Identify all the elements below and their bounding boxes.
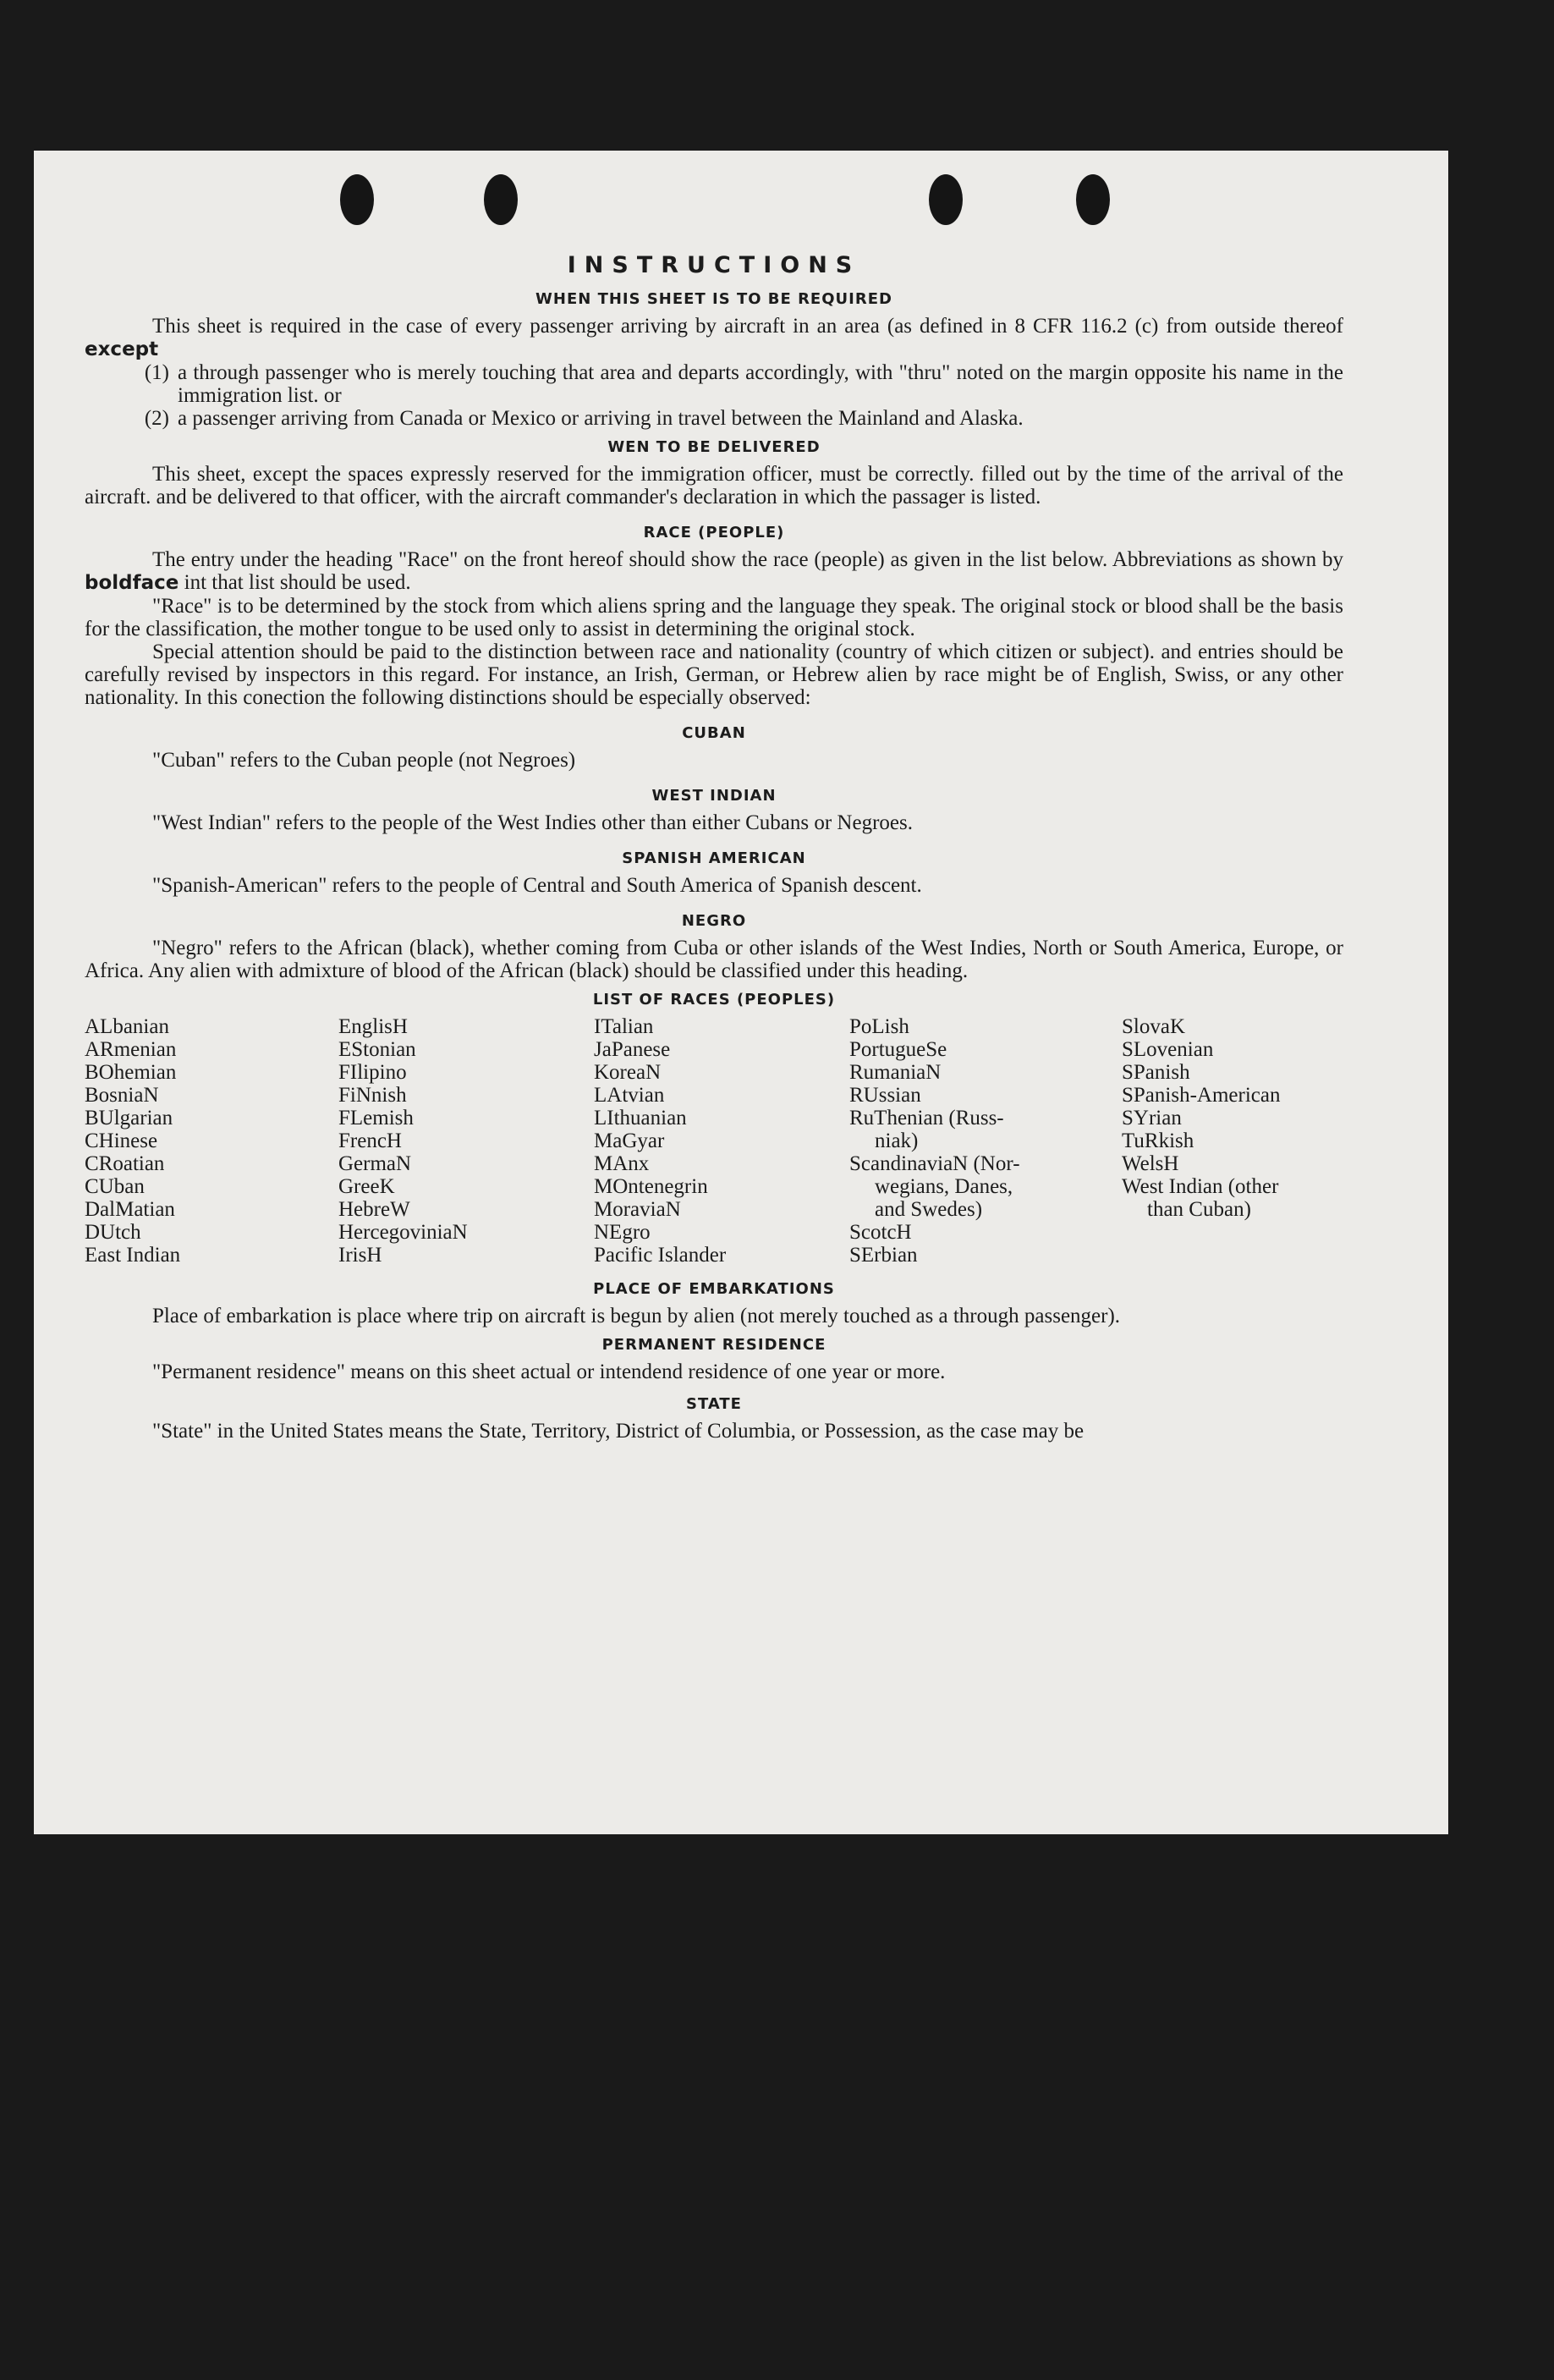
- paragraph-cuban: "Cuban" refers to the Cuban people (not Negroes): [152, 749, 576, 772]
- race-item: IrisH: [338, 1244, 382, 1267]
- paragraph-race-2: "Race" is to be determined by the stock from which aliens spring and the language they speak. The original stock or blood shall be the basis for the classification, the mother tongue to be used only to assist in determining the original stock.: [85, 595, 1343, 640]
- race-item: East Indian: [85, 1244, 181, 1267]
- races-list: [85, 1015, 1343, 1267]
- race-item: HercegoviniaN: [338, 1221, 468, 1244]
- race-item: niak): [875, 1130, 919, 1152]
- exception-item: (2) a passenger arriving from Canada or Mexico or arriving in travel between the Mainland and Alaska.: [144, 407, 1024, 430]
- paragraph-negro: "Negro" refers to the African (black), whether coming from Cuba or other islands of the West Indies, North or South America, Europe, or Africa. Any alien with admixture of blood of the African (black) should be classified under this heading.: [85, 937, 1343, 982]
- heading-list-of-races: LIST OF RACES (PEOPLES): [592, 991, 836, 1009]
- paragraph-spanish-american: "Spanish-American" refers to the people of Central and South America of Spanish descent.: [152, 874, 922, 897]
- race-item: West Indian (other: [1122, 1175, 1279, 1198]
- race-item: GreeK: [338, 1175, 395, 1198]
- race-item: LIthuanian: [594, 1107, 687, 1130]
- paragraph-race-1: The entry under the heading "Race" on the front hereof should show the race (people) as given in the list below. Abbreviations as shown by boldface int that list should be used.: [85, 548, 1343, 594]
- paragraph-west-indian: "West Indian" refers to the people of the West Indies other than either Cubans or Negroes.: [152, 811, 913, 834]
- race-item: EnglisH: [338, 1015, 408, 1038]
- race-item: Pacific Islander: [594, 1244, 727, 1267]
- heading-state: STATE: [686, 1395, 742, 1413]
- race-item: SErbian: [849, 1244, 918, 1267]
- races-column-4: [849, 1015, 1122, 1267]
- race-item: DalMatian: [85, 1198, 175, 1221]
- race-item: SPanish: [1122, 1061, 1190, 1084]
- paragraph-permanent-residence: "Permanent residence" means on this sheet actual or intendend residence of one year or more.: [152, 1360, 946, 1383]
- race-item: EStonian: [338, 1038, 416, 1061]
- race-item: BOhemian: [85, 1061, 177, 1084]
- race-item: MAnx: [594, 1152, 650, 1175]
- race-item: CUban: [85, 1175, 145, 1198]
- race-item: LAtvian: [594, 1084, 665, 1107]
- heading-spanish-american: SPANISH AMERICAN: [622, 849, 806, 867]
- heading-when-delivered: WEN TO BE DELIVERED: [607, 438, 821, 456]
- races-column-5: [1122, 1015, 1333, 1267]
- race-item: and Swedes): [875, 1198, 983, 1221]
- paragraph-race-3: Special attention should be paid to the distinction between race and nationality (country of which citizen or subject). and entries should be carefully revised by inspectors in this regard. For instance, an Irish, German, or Hebrew alien by race might be of English, Swiss, or any other nationality. In this conection the following distinctions should be especially observed:: [85, 640, 1343, 709]
- heading-race: RACE (PEOPLE): [643, 524, 785, 541]
- heading-cuban: CUBAN: [682, 724, 746, 742]
- race-item: BosniaN: [85, 1084, 159, 1107]
- punch-hole: [929, 174, 963, 225]
- race-item: than Cuban): [1147, 1198, 1251, 1221]
- race-item: RuThenian (Russ-: [849, 1107, 1004, 1130]
- paragraph-state: "State" in the United States means the State, Territory, District of Columbia, or Possession, as the case may be: [152, 1420, 1085, 1443]
- race-item: MoraviaN: [594, 1198, 681, 1221]
- heading-when-required: WHEN THIS SHEET IS TO BE REQUIRED: [535, 290, 892, 308]
- race-item: FIlipino: [338, 1061, 407, 1084]
- race-item: BUlgarian: [85, 1107, 173, 1130]
- race-item: SYrian: [1122, 1107, 1182, 1130]
- race-item: CRoatian: [85, 1152, 165, 1175]
- except-bold: except: [85, 338, 159, 360]
- race-item: RUssian: [849, 1084, 921, 1107]
- race-item: SPanish-American: [1122, 1084, 1281, 1107]
- paragraph-when-delivered: This sheet, except the spaces expressly reserved for the immigration officer, must be correctly. filled out by the time of the arrival of the aircraft. and be delivered to that officer, with the aircraft commander's declaration in which the passager is listed.: [85, 463, 1343, 508]
- punch-hole: [340, 174, 374, 225]
- race-item: wegians, Danes,: [875, 1175, 1013, 1198]
- heading-embarkation: PLACE OF EMBARKATIONS: [593, 1280, 835, 1298]
- heading-negro: NEGRO: [681, 912, 747, 930]
- race-item: PortugueSe: [849, 1038, 947, 1061]
- race-item: DUtch: [85, 1221, 141, 1244]
- race-item: ALbanian: [85, 1015, 169, 1038]
- race-item: FLemish: [338, 1107, 414, 1130]
- page-title: INSTRUCTIONS: [567, 252, 861, 278]
- heading-west-indian: WEST INDIAN: [651, 787, 777, 805]
- boldface-word: boldface: [85, 572, 179, 594]
- race-item: JaPanese: [594, 1038, 671, 1061]
- document-page: [34, 151, 1448, 1834]
- race-item: ScotcH: [849, 1221, 912, 1244]
- race-item: CHinese: [85, 1130, 158, 1152]
- race-item: RumaniaN: [849, 1061, 942, 1084]
- race-item: MOntenegrin: [594, 1175, 708, 1198]
- exception-item: (1) a through passenger who is merely touching that area and departs accordingly, with "thru" noted on the margin opposite his name in the immigration list. or: [144, 361, 1343, 407]
- paragraph-embarkation: Place of embarkation is place where trip on aircraft is begun by alien (not merely touched as a through passenger).: [152, 1305, 1121, 1327]
- race-item: SlovaK: [1122, 1015, 1185, 1038]
- races-column-3: [594, 1015, 849, 1267]
- race-item: ITalian: [594, 1015, 654, 1038]
- race-item: FrencH: [338, 1130, 402, 1152]
- race-item: ScandinaviaN (Nor-: [849, 1152, 1020, 1175]
- race-item: PoLish: [849, 1015, 909, 1038]
- race-item: HebreW: [338, 1198, 410, 1221]
- race-item: MaGyar: [594, 1130, 665, 1152]
- paragraph-when-required: This sheet is required in the case of every passenger arriving by aircraft in an area (as defined in 8 CFR 116.2 (c) from outside thereof except: [85, 315, 1343, 360]
- race-item: WelsH: [1122, 1152, 1179, 1175]
- races-column-1: [85, 1015, 338, 1267]
- punch-hole: [1076, 174, 1110, 225]
- races-column-2: [338, 1015, 594, 1267]
- race-item: KoreaN: [594, 1061, 662, 1084]
- heading-permanent-residence: PERMANENT RESIDENCE: [601, 1336, 826, 1354]
- race-item: FiNnish: [338, 1084, 407, 1107]
- race-item: TuRkish: [1122, 1130, 1194, 1152]
- race-item: SLovenian: [1122, 1038, 1214, 1061]
- punch-hole: [484, 174, 518, 225]
- race-item: GermaN: [338, 1152, 412, 1175]
- race-item: ARmenian: [85, 1038, 177, 1061]
- race-item: NEgro: [594, 1221, 651, 1244]
